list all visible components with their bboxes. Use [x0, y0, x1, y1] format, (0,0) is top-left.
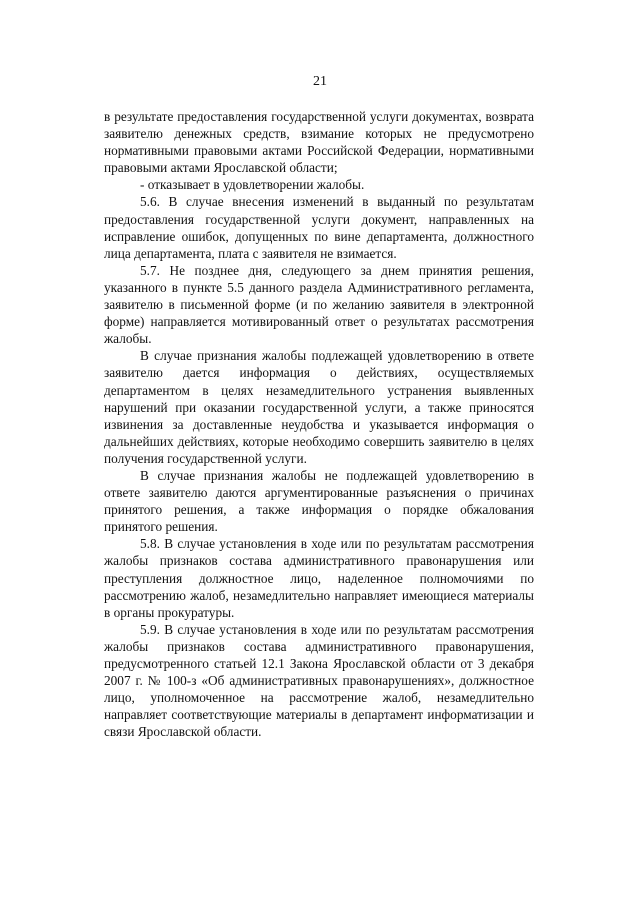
paragraph-reject-item: - отказывает в удовлетворении жалобы.: [140, 177, 365, 193]
paragraph-complaint-satisfied: В случае признания жалобы подлежащей удовлетворению в ответе заявителю дается информация о действиях, осуществляемых департаментом в целях незамедлительного устранения выявленных нарушений при оказании государственной услуги, а также приносятся извинения за доставленные неудобства и указывается информация о дальнейших действиях, которые необходимо совершить заявителю в целях получения государственной услуги.: [104, 348, 534, 466]
paragraph-5-7: 5.7. Не позднее дня, следующего за днем принятия решения, указанного в пункте 5.5 данного раздела Административного регламента, заявителю в письменной форме (и по желанию заявителя в электронной форме) направляется мотивированный ответ о результатах рассмотрения жалобы.: [104, 262, 534, 347]
paragraph-continuation: в результате предоставления государственной услуги документах, возврата заявителю денежных средств, взимание которых не предусмотрено нормативными правовыми актами Российской Федерации, нормативными правовыми актами Ярославской области;: [104, 109, 534, 176]
page-number: 21: [313, 74, 327, 89]
document-body: [104, 108, 534, 740]
paragraph-5-9: 5.9. В случае установления в ходе или по результатам рассмотрения жалобы признаков состава административного правонарушения, предусмотренного статьей 12.1 Закона Ярославской области от 3 декабря 2007 г. № 100-з «Об административных правонарушениях», должностное лицо, уполномоченное на рассмотрение жалоб, незамедлительно направляет соответствующие материалы в департамент информатизации и связи Ярославской области.: [104, 621, 534, 740]
paragraph-5-8: 5.8. В случае установления в ходе или по результатам рассмотрения жалобы признаков состава административного правонарушения или преступления должностное лицо, наделенное полномочиями по рассмотрению жалоб, незамедлительно направляет имеющиеся материалы в органы прокуратуры.: [104, 536, 534, 620]
paragraph-complaint-rejected: В случае признания жалобы не подлежащей удовлетворению в ответе заявителю даются аргументированные разъяснения о причинах принятого решения, а также информация о порядке обжалования принятого решения.: [104, 467, 534, 535]
paragraph-5-6: 5.6. В случае внесения изменений в выданный по результатам предоставления государственной услуги документ, направленных на исправление ошибок, допущенных по вине департамента, должностного лица департамента, плата с заявителя не взимается.: [104, 194, 534, 261]
